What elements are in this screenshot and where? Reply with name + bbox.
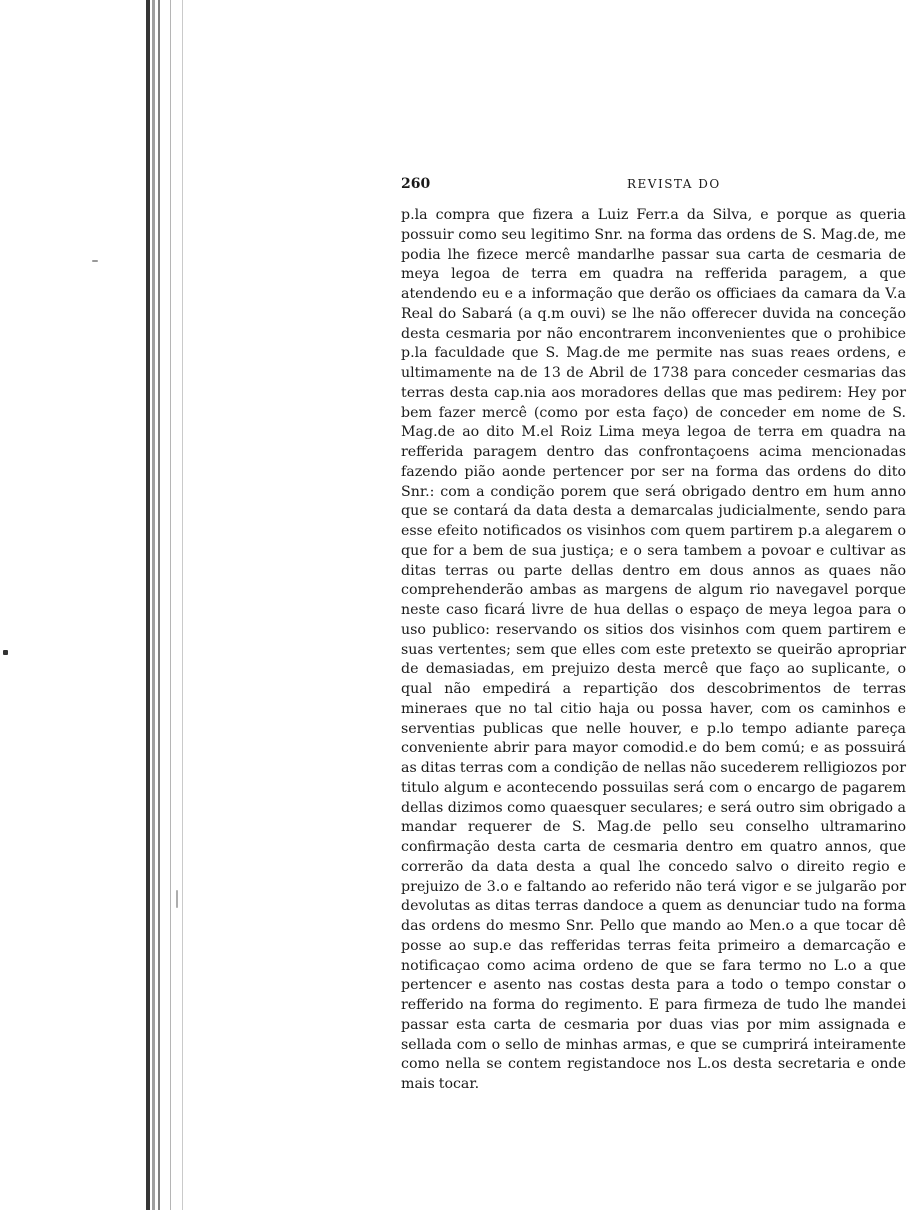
journal-title: REVISTA DO: [627, 177, 721, 191]
gutter-shadow-line: [152, 0, 155, 1210]
gutter-edge-line: [146, 0, 150, 1210]
scan-speck: [92, 260, 98, 262]
page-number: 260: [401, 176, 431, 192]
gutter-shadow-line: [170, 0, 171, 1210]
book-gutter: [0, 0, 190, 1210]
body-paragraph: p.la compra que fizera a Luiz Ferr.a da Silva, e porque as queria possuir como seu legitimo Snr. na forma das ordens de S. Mag.de, me podia lhe fizece mercê mandarlhe passar sua carta de cesmaria de meya legoa de terra em quadra na refferida paragem, a que atendendo eu e a informação que derão os officiaes da camara da V.a Real do Sabará (a q.m ouvi) se lhe não offerecer duvida na conceção desta cesmaria por não encontrarem inconvenientes que o prohibice p.la faculdade que S. Mag.de me permite nas suas reaes ordens, e ultimamente na de 13 de Abril de 1738 para conceder cesmarias das terras desta cap.nia aos moradores dellas que mas pedirem: Hey por bem fazer mercê (como por esta faço) de conceder em nome de S. Mag.de ao dito M.el Roiz Lima meya legoa de terra em quadra na refferida paragem dentro das confrontaçoens acima mencionadas fazendo pião aonde pertencer por ser na forma das ordens do dito Snr.: com a condição porem que será obrigado dentro em hum anno que se contará da data desta a demarcalas judicialmente, sendo para esse efeito notificados os visinhos com quem partirem p.a alegarem o que for a bem de sua justiça; e o sera tambem a povoar e cultivar as ditas terras ou parte dellas dentro em dous annos as quaes não comprehenderão ambas as margens de algum rio navegavel porque neste caso ficará livre de hua dellas o espaço de meya legoa para o uso publico: reservando os sitios dos visinhos com quem partirem e suas vertentes; sem que elles com este pretexto se queirão apropriar de demasiadas, em prejuizo desta mercê que faço ao suplicante, o qual não empedirá a repartição dos descobrimentos de terras mineraes que no tal citio haja ou possa haver, com os caminhos e serventias publicas que nelle houver, e p.lo tempo adiante pareça conveniente abrir para mayor comodid.e do bem comú; e as possuirá as ditas terras com a condição de nellas não sucederem relligiozos por titulo algum e acontecendo possuilas será com o encargo de pagarem dellas dizimos como quaesquer seculares; e será outro sim obrigado a mandar requerer de S. Mag.de pello seu conselho ultramarino confirmação desta carta de cesmaria dentro em quatro annos, que correrão da data desta a qual lhe concedo salvo o direito regio e prejuizo de 3.o e faltando ao referido não terá vigor e se julgarão por devolutas as ditas terras dandoce a quem as denunciar tudo na forma das ordens do mesmo Snr. Pello que mando ao Men.o a que tocar dê posse ao sup.e das refferidas terras feita primeiro a demarcação e notificaçao como acima ordeno de que se fara termo no L.o a que pertencer e asento nas costas desta para a todo o tempo constar o refferido na forma do regimento. E para firmeza de tudo lhe mandei passar esta carta de cesmaria por duas vias por mim assignada e sellada com o sello de minhas armas, e que se cumprirá inteiramente como nella se contem registandoce nos L.os desta secretaria e onde mais tocar.: [401, 207, 906, 1092]
scan-speck: [176, 890, 178, 908]
gutter-shadow-line: [182, 0, 183, 1210]
gutter-shadow-line: [158, 0, 160, 1210]
scan-speck: [3, 650, 8, 655]
running-header: [401, 172, 906, 196]
